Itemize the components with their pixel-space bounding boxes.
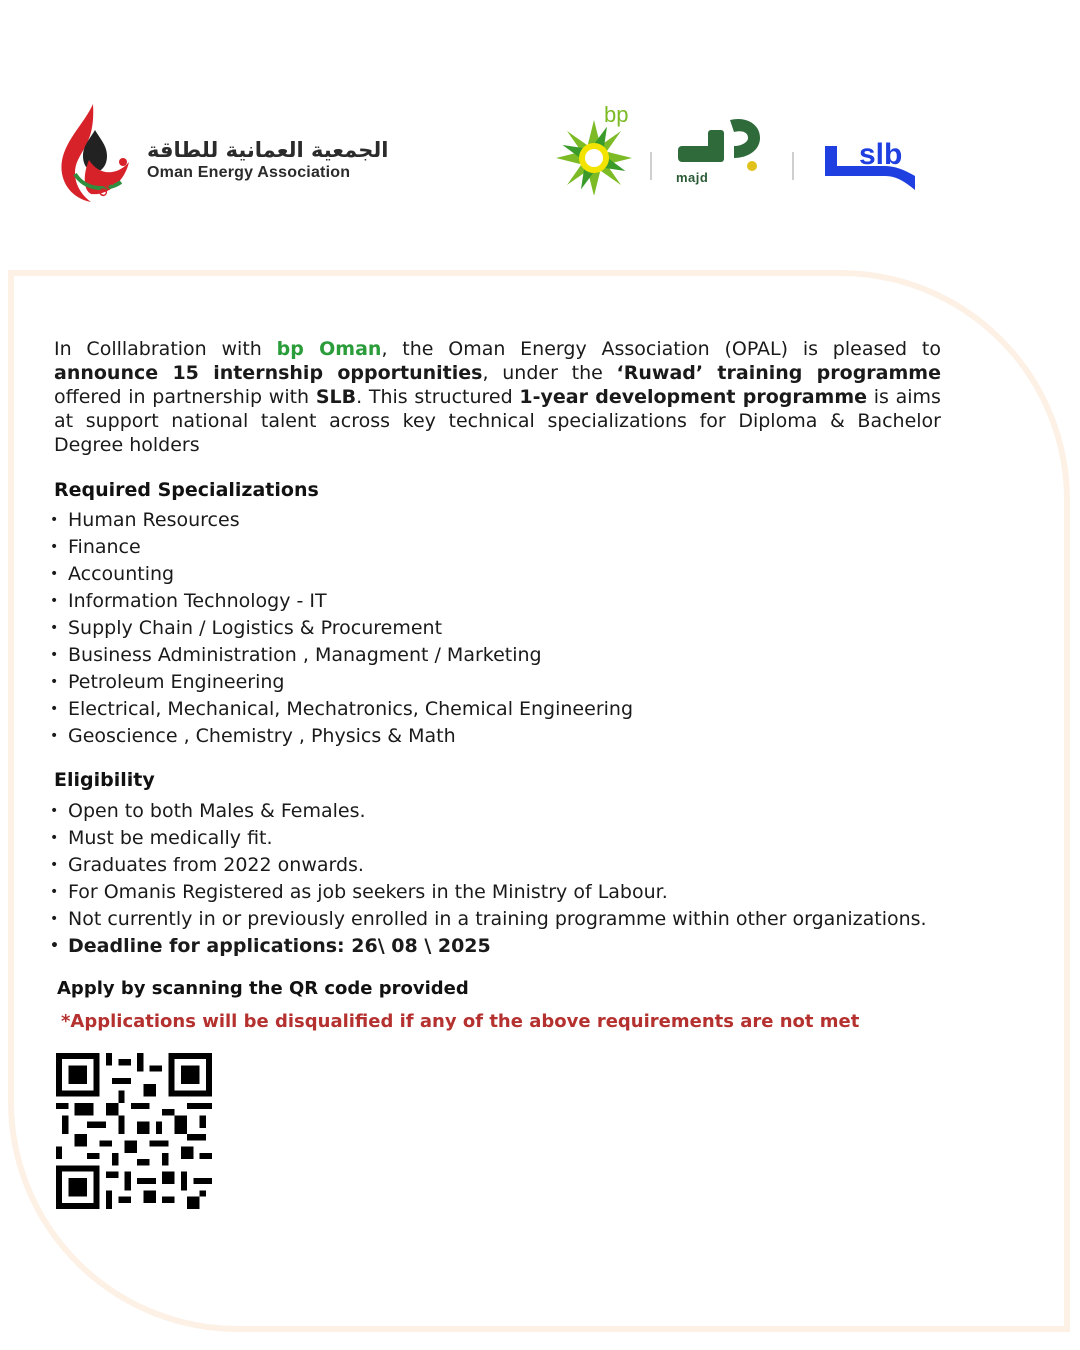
list-item: • Finance	[48, 534, 633, 561]
slb-highlight: SLB	[315, 386, 357, 408]
intro-text: In Colllabration with	[54, 338, 277, 360]
list-item: • Business Administration , Managment / Marketing	[48, 642, 633, 669]
intro-text: . This structured	[356, 386, 520, 408]
ruwad-highlight: ‘Ruwad’ training programme	[616, 362, 941, 384]
list-item: • Information Technology - IT	[48, 588, 633, 615]
deadline-item: • Deadline for applications: 26\ 08 \ 2025	[48, 933, 927, 960]
intro-text: offered in partnership with	[54, 386, 316, 408]
list-item: • Accounting	[48, 561, 633, 588]
slb-logo-icon	[825, 140, 920, 192]
disqualification-warning: *Applications will be disqualified if any of the above requirements are not met	[61, 1011, 860, 1032]
intro-paragraph	[54, 337, 941, 457]
qr-code[interactable]	[56, 1053, 212, 1209]
list-item: • Geoscience , Chemistry , Physics & Math	[48, 723, 633, 750]
header	[0, 0, 1080, 250]
opal-english-name: Oman Energy Association	[147, 164, 351, 181]
list-item: • Graduates from 2022 onwards.	[48, 852, 927, 879]
specializations-list	[48, 507, 633, 750]
opal-logo	[55, 100, 395, 210]
apply-instruction: Apply by scanning the QR code provided	[57, 978, 469, 999]
list-item: • Petroleum Engineering	[48, 669, 633, 696]
list-item: • Electrical, Mechanical, Mechatronics, Chemical Engineering	[48, 696, 633, 723]
bp-oman-highlight: bp Oman	[276, 338, 382, 360]
opal-arabic-name: الجمعية العمانية للطاقة	[147, 138, 389, 162]
list-item: • Supply Chain / Logistics & Procurement	[48, 615, 633, 642]
intro-text: , the Oman Energy Association (OPAL) is pleased to	[381, 338, 941, 360]
intro-text: is aims at support national talent across key technical specializations for Diploma & Bachelor Degree holders	[54, 386, 941, 456]
logo-divider	[792, 152, 794, 180]
opal-badge-text: OPAL	[96, 168, 124, 200]
majd-wordmark: majd	[676, 170, 709, 185]
list-item: • Open to both Males & Females.	[48, 798, 927, 825]
eligibility-heading: Eligibility	[54, 769, 155, 791]
slb-wordmark: slb	[859, 140, 903, 171]
announce-highlight: announce 15 internship opportunities	[54, 362, 483, 384]
eligibility-list	[48, 798, 927, 960]
list-item: • Not currently in or previously enrolled in a training programme within other organizations.	[48, 906, 927, 933]
opal-flame-icon	[55, 100, 135, 205]
list-item: • Human Resources	[48, 507, 633, 534]
list-item: • For Omanis Registered as job seekers in the Ministry of Labour.	[48, 879, 927, 906]
list-item: • Must be medically fit.	[48, 825, 927, 852]
bp-wordmark: bp	[604, 102, 629, 127]
intro-text: , under the	[482, 362, 617, 384]
logo-divider	[650, 152, 652, 180]
partner-logos	[550, 100, 930, 200]
specializations-heading: Required Specializations	[54, 479, 319, 501]
dev-programme-highlight: 1-year development programme	[519, 386, 868, 408]
